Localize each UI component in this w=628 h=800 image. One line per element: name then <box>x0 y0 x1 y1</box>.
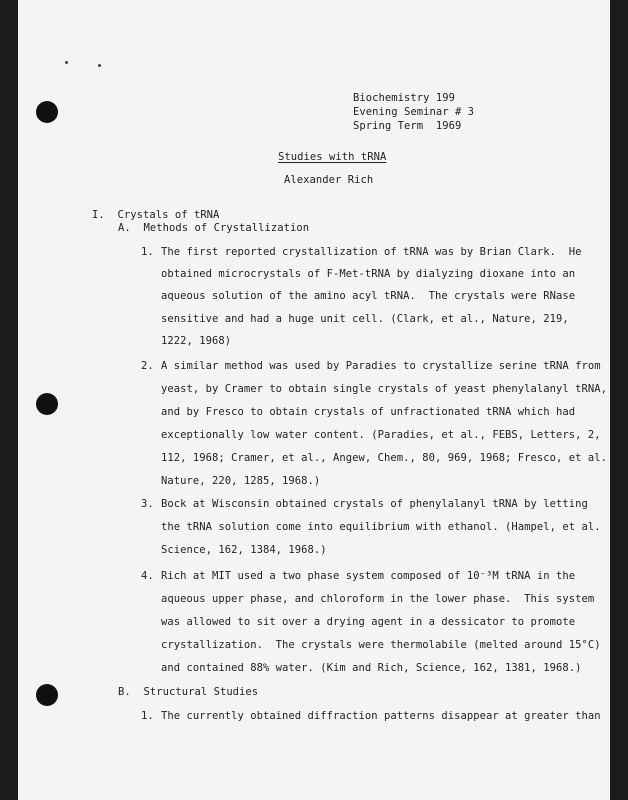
item-number: 1. <box>141 246 154 258</box>
item-line: Bock at Wisconsin obtained crystals of phenylalanyl tRNA by letting <box>161 498 588 510</box>
item-line: aqueous solution of the amino acyl tRNA. The crystals were RNase <box>161 290 576 302</box>
header-seminar: Evening Seminar # 3 <box>353 106 475 118</box>
subsection-b-heading: B. Structural Studies <box>118 686 259 698</box>
doc-title: Studies with tRNA <box>278 151 387 163</box>
item-line: and by Fresco to obtain crystals of unfractionated tRNA which had <box>161 406 576 418</box>
item-line: the tRNA solution come into equilibrium with ethanol. (Hampel, et al. <box>161 521 601 533</box>
item-line: The currently obtained diffraction patterns disappear at greater than <box>161 710 601 722</box>
item-number: 3. <box>141 498 154 510</box>
item-line: A similar method was used by Paradies to crystallize serine tRNA from <box>161 360 601 372</box>
item-line: and contained 88% water. (Kim and Rich, Science, 162, 1381, 1968.) <box>161 662 582 674</box>
item-line: exceptionally low water content. (Paradies, et al., FEBS, Letters, 2, <box>161 429 601 441</box>
item-number: 4. <box>141 570 154 582</box>
item-line: was allowed to sit over a drying agent in a dessicator to promote <box>161 616 576 628</box>
item-line: Rich at MIT used a two phase system composed of 10⁻³M tRNA in the <box>161 570 576 582</box>
header-term: Spring Term 1969 <box>353 120 462 132</box>
header-course: Biochemistry 199 <box>353 92 455 104</box>
speck <box>98 64 101 67</box>
item-line: 1222, 1968) <box>161 335 232 347</box>
speck <box>65 61 68 64</box>
item-line: aqueous upper phase, and chloroform in the lower phase. This system <box>161 593 595 605</box>
item-number: 1. <box>141 710 154 722</box>
item-line: 112, 1968; Cramer, et al., Angew, Chem., 80, 969, 1968; Fresco, et al. <box>161 452 608 464</box>
punch-hole <box>36 684 58 706</box>
item-number: 2. <box>141 360 154 372</box>
item-line: sensitive and had a huge unit cell. (Clark, et al., Nature, 219, <box>161 313 569 325</box>
punch-hole <box>36 393 58 415</box>
punch-hole <box>36 101 58 123</box>
item-line: obtained microcrystals of F-Met-tRNA by dialyzing dioxane into an <box>161 268 576 280</box>
doc-author: Alexander Rich <box>284 174 374 186</box>
item-line: The first reported crystallization of tRNA was by Brian Clark. He <box>161 246 582 258</box>
item-line: crystallization. The crystals were thermolabile (melted around 15°C) <box>161 639 601 651</box>
item-line: Nature, 220, 1285, 1968.) <box>161 475 321 487</box>
item-line: yeast, by Cramer to obtain single crystals of yeast phenylalanyl tRNA, <box>161 383 608 395</box>
item-line: Science, 162, 1384, 1968.) <box>161 544 327 556</box>
subsection-a-heading: A. Methods of Crystallization <box>118 222 310 234</box>
document-page <box>18 0 610 800</box>
section-heading: I. Crystals of tRNA <box>92 209 220 221</box>
